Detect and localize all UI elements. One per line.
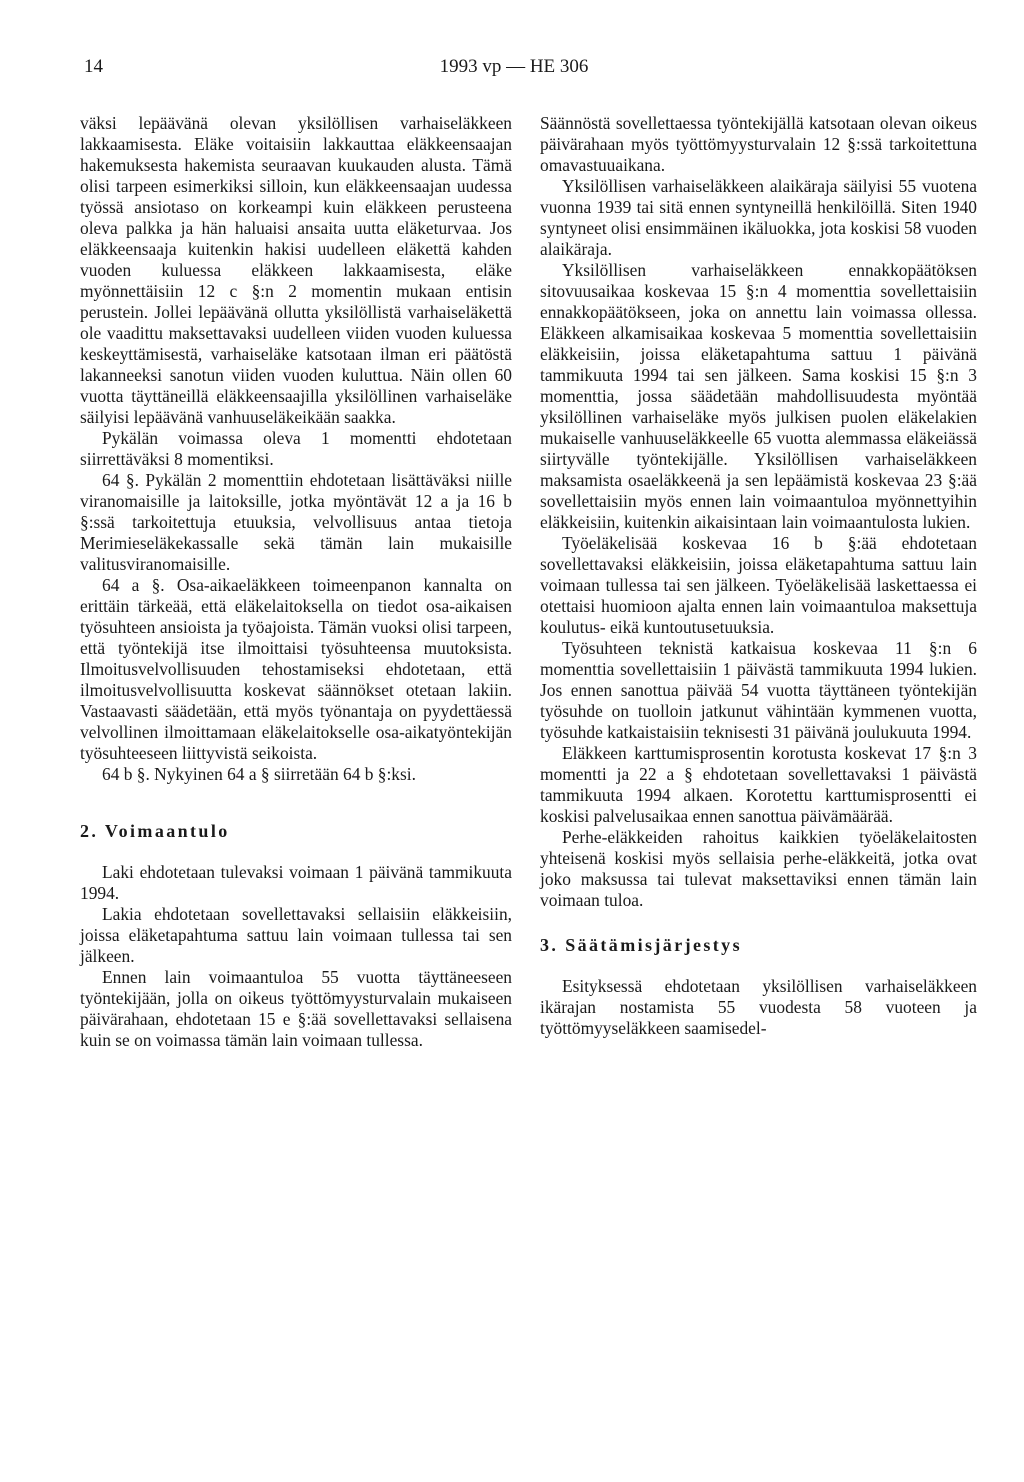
paragraph: Säännöstä sovellettaessa työntekijällä katsotaan olevan oikeus päivärahaan myös työttömyysturvalain 12 §:ssä tarkoitettuna omavastuuaikana. (540, 113, 977, 175)
paragraph: väksi lepäävänä olevan yksilöllisen varhaiseläkkeen lakkaamisesta. Eläke voitaisiin lakkauttaa eläkkeensaajan hakemuksesta hakemista seuraavan kuukauden alusta. Tämä olisi tarpeen esimerkiksi silloin, kun eläkkeensaajan uudessa työssä ansiotaso on korkeampi kuin eläkkeen perusteena oleva palkka ja hän haluaisi ansaita uutta eläketurvaa. Jos eläkkeensaaja kuitenkin hakisi uudelleen eläkettä kahden vuoden kuluessa eläkkeen lakkaamisesta, eläke myönnettäisiin 12 c §:n 2 momentin mukaan entisin perustein. Jollei lepäävänä ollutta yksilöllistä varhaiseläkettä ole vaadittu maksettavaksi uudelleen viiden vuoden kuluessa keskeyttämisestä, varhaiseläke katsotaan ilman eri päätöstä lakanneeksi sanotun viiden vuoden kuluttua. Näin ollen 60 vuotta täyttäneillä eläkkeensaajilla yksilöllinen varhaiseläke säilyisi lepäävänä vanhuuseläkeikään saakka. (80, 113, 512, 427)
paragraph: Esityksessä ehdotetaan yksilöllisen varhaiseläkkeen ikärajan nostamista 55 vuodesta 58 vuoteen ja työttömyyseläkkeen saamisedel- (540, 976, 977, 1038)
paragraph: 64 a §. Osa-aikaeläkkeen toimeenpanon kannalta on erittäin tärkeää, että eläkelaitoksella on tiedot osa-aikaisen työsuhteen ansioista ja työajoista. Tämän vuoksi olisi tarpeen, että työntekijä itse ilmoittaisi työsuhteensa muutoksista. Ilmoitusvelvollisuuden tehostamiseksi ehdotetaan, että ilmoitusvelvollisuutta koskevat säännökset otetaan lakiin. Vastaavasti säädetään, että myös työnantaja on pyydettäessä velvollinen ilmoittamaan eläkelaitokselle osa-aikatyöntekijän työsuhteeseen liittyvistä seikoista. (80, 575, 512, 763)
paragraph: Työsuhteen teknistä katkaisua koskevaa 11 §:n 6 momenttia sovellettaisiin 1 päivästä tammikuuta 1994 lukien. Jos ennen sanottua päivää 54 vuotta täyttäneen työntekijän työsuhde on tuolloin jatkunut vähintään kymmenen vuotta, työsuhde katkaistaisiin teknisesti 31 päivänä joulukuuta 1994. (540, 638, 977, 742)
paragraph: Laki ehdotetaan tulevaksi voimaan 1 päivänä tammikuuta 1994. (80, 862, 512, 903)
paragraph: Työeläkelisää koskevaa 16 b §:ää ehdotetaan sovellettavaksi eläkkeisiin, joissa eläketapahtuma sattuu lain voimaan tullessa tai sen jälkeen. Työeläkelisää laskettaessa ei otettaisi huomioon ajalta ennen lain voimaantuloa maksettuja koulutus- eikä kuntoutusetuuksia. (540, 533, 977, 637)
running-title: 1993 vp — HE 306 (439, 56, 589, 77)
page-header (84, 56, 944, 82)
paragraph: Ennen lain voimaantuloa 55 vuotta täyttäneeseen työntekijään, jolla on oikeus työttömyysturvalain mukaiseen päivärahaan, ehdotetaan 15 e §:ää sovellettavaksi sellaisena kuin se on voimassa tämän lain voimaan tullessa. (80, 967, 512, 1050)
paragraph: 64 §. Pykälän 2 momenttiin ehdotetaan lisättäväksi niille viranomaisille ja laitoksille, jotka myöntävät 12 a ja 16 b §:ssä tarkoitettuja etuuksia, velvollisuus antaa tietoja Merimieseläkekassalle sekä tämän lain mukaisille valitusviranomaisille. (80, 470, 512, 574)
page-number: 14 (84, 56, 103, 77)
paragraph: Yksilöllisen varhaiseläkkeen alaikäraja säilyisi 55 vuotena vuonna 1939 tai sitä ennen syntyneillä henkilöillä. Siten 1940 syntyneet olisi ensimmäinen ikäluokka, jota koskisi 58 vuoden alaikäraja. (540, 176, 977, 259)
paragraph: Eläkkeen karttumisprosentin korotusta koskevat 17 §:n 3 momentti ja 22 a § ehdotetaan sovellettavaksi 1 päivästä tammikuuta 1994 alkaen. Korotettu karttumisprosentti ei koskisi palvelusaikaa ennen sanottua päivämäärää. (540, 743, 977, 826)
left-column (80, 113, 512, 1051)
section-heading-voimaantulo: 2. Voimaantulo (80, 821, 230, 841)
paragraph: Pykälän voimassa oleva 1 momentti ehdotetaan siirrettäväksi 8 momentiksi. (80, 428, 512, 469)
right-column (540, 113, 977, 1039)
section-heading-saatamisjarjestys: 3. Säätämisjärjestys (540, 935, 742, 955)
paragraph: 64 b §. Nykyinen 64 a § siirretään 64 b §:ksi. (102, 764, 416, 784)
paragraph: Perhe-eläkkeiden rahoitus kaikkien työeläkelaitosten yhteisenä koskisi myös sellaisia perhe-eläkkeitä, jotka ovat joko maksussa tai tulevat maksettaviksi ennen tämän lain voimaan tuloa. (540, 827, 977, 910)
paragraph: Yksilöllisen varhaiseläkkeen ennakkopäätöksen sitovuusaikaa koskevaa 15 §:n 4 momenttia sovellettaisiin ennakkopäätökseen, joka on annettu lain voimassa ollessa. Eläkkeen alkamisaikaa koskevaa 5 momenttia sovellettaisiin eläkkeisiin, joissa eläketapahtuma sattuu 1 päivänä tammikuuta 1994 tai sen jälkeen. Sama koskisi 15 §:n 3 momenttia, jossa säädetään mahdollisuudesta myöntää yksilöllinen varhaiseläke myös julkisen puolen eläkelakien mukaiselle vanhuuseläkkeelle 65 vuotta alemmassa eläkeiässä siirtyvälle työntekijälle. Yksilöllisen varhaiseläkkeen maksamista osaeläkkeenä ja sen lepäämistä koskevaa 23 §:ää sovellettaisiin myös ennen lain voimaantuloa myönnettyihin eläkkeisiin, kuitenkin aikaisintaan lain voimaantulosta lukien. (540, 260, 977, 532)
paragraph: Lakia ehdotetaan sovellettavaksi sellaisiin eläkkeisiin, joissa eläketapahtuma sattuu lain voimaan tullessa tai sen jälkeen. (80, 904, 512, 966)
